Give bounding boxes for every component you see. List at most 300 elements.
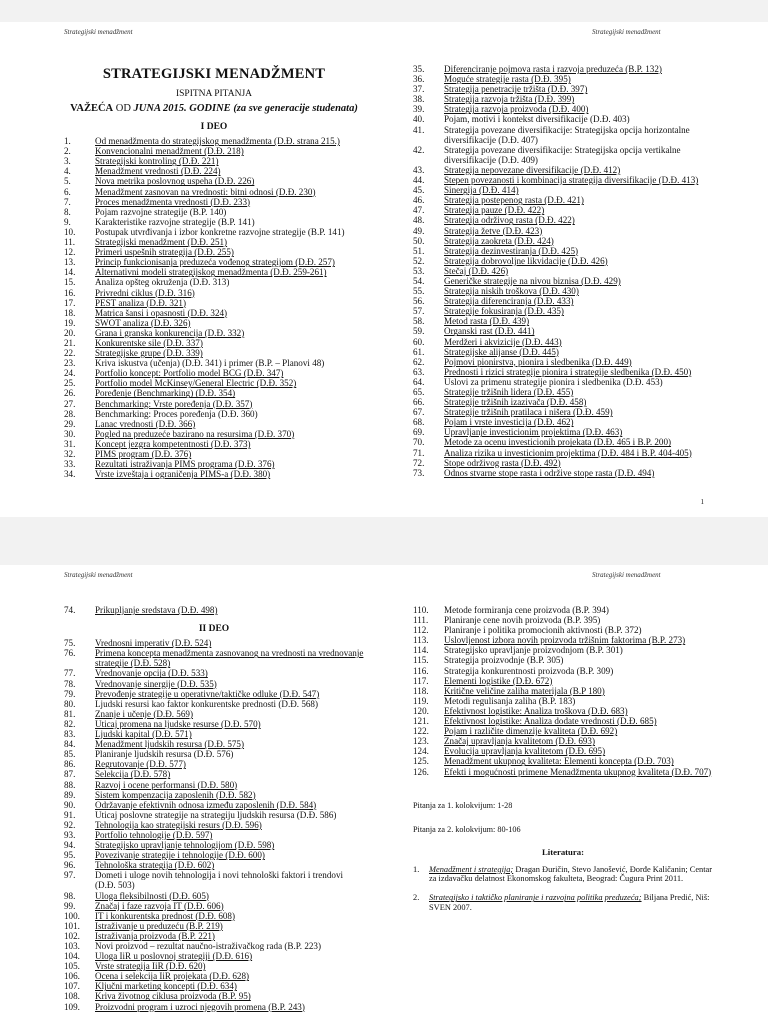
list-item: [64, 991, 364, 1001]
item-text: Uslovi za primenu strategije pionira i sledbenika (D.Đ. 453): [444, 376, 663, 387]
item-text: Vrednovanje sinergije (D.Đ. 535): [95, 678, 217, 689]
item-text: Proizvodni program i uzroci njegovih promena (B.P. 243): [95, 1001, 305, 1012]
list-item: [413, 686, 713, 696]
item-text: Strategija diferenciranja (D.Đ. 433): [444, 296, 574, 307]
list-item: [64, 971, 364, 981]
list-item: [64, 419, 364, 429]
list-item: [64, 207, 364, 217]
item-number: 23.: [64, 358, 76, 369]
item-number: 44.: [413, 175, 425, 186]
item-text: Menadžment zasnovan na vrednosti: bitni odnosi (D.Đ. 230): [95, 186, 316, 197]
literature-text: [429, 865, 713, 885]
list-item: [64, 348, 364, 358]
item-number: 97.: [64, 870, 76, 881]
item-text: Vrste strategija IiR (D.Đ. 620): [95, 961, 206, 972]
item-text: Od menadžmenta do strategijskog menadžmenta (D.Đ. strana 215.): [95, 136, 340, 147]
item-text: Strategija žetve (D.Đ. 423): [444, 225, 543, 236]
item-number: 113.: [413, 635, 429, 646]
item-text: Menadžment ukupnog kvaliteta: Elementi koncepta (D.Đ. 703): [444, 756, 674, 767]
item-number: 26.: [64, 388, 76, 399]
item-text: Stope održivog rasta (D.Đ. 492): [444, 457, 561, 468]
list-item: [64, 790, 364, 800]
item-text: Primeri uspešnih strategija (D.Đ. 255): [95, 247, 234, 258]
item-text: Strategija dobrovoljne likvidacije (D.Đ. 426): [444, 255, 608, 266]
page-number: 1: [700, 498, 704, 506]
list-item: [64, 840, 364, 850]
item-text: Analiza opšteg okruženja (D.Đ. 313): [95, 277, 230, 288]
validity-line: [64, 102, 364, 116]
item-text: Upravljanje investicionim projektima (D.Đ. 463): [444, 427, 623, 438]
list-item: [413, 195, 713, 205]
item-number: 30.: [64, 428, 76, 439]
item-number: 91.: [64, 809, 76, 820]
item-number: 112.: [413, 625, 429, 636]
list-item: [64, 378, 364, 388]
list-item: [413, 296, 713, 306]
item-text: Postupak utvrđivanja i izbor konkretne razvojne strategije (B.P. 141): [95, 226, 345, 237]
list-item: [413, 276, 713, 286]
item-text: Menadžment vrednosti (D.Đ. 224): [95, 166, 221, 177]
item-number: 10.: [64, 226, 76, 237]
list-item: [413, 215, 713, 225]
item-number: 48.: [413, 215, 425, 226]
item-text: Ljudski resursi kao faktor konkurentske prednosti (D.Đ. 568): [95, 698, 319, 709]
list-item: [64, 901, 364, 911]
item-text: Metode za ocenu investicionih projekata (D.Đ. 465 i B.P. 200): [444, 437, 672, 448]
list-item: [413, 645, 713, 655]
item-text: Pojam i različite dimenzije kvaliteta (D.Đ. 692): [444, 726, 618, 737]
valid-prefix: VAŽEĆA: [70, 103, 114, 114]
item-number: 8.: [64, 206, 71, 217]
item-number: 6.: [64, 186, 71, 197]
item-number: 37.: [413, 84, 425, 95]
item-text: Prikupljanje sredstava (D.Đ. 498): [95, 605, 218, 615]
item-number: 59.: [413, 326, 425, 337]
item-number: 125.: [413, 756, 429, 767]
list-item: [413, 205, 713, 215]
literature-number: 2.: [413, 893, 420, 903]
item-text: Menadžment ljudskih resursa (D.Đ. 575): [95, 739, 245, 750]
list-item: [413, 387, 713, 397]
item-text: Razvoj i ocene performansi (D.Đ. 580): [95, 779, 238, 790]
item-text: Ljudski kapital (D.Đ. 571): [95, 729, 192, 740]
item-number: 107.: [64, 981, 80, 992]
item-number: 78.: [64, 678, 76, 689]
item-number: 29.: [64, 418, 76, 429]
item-number: 102.: [64, 930, 80, 941]
item-text: Metode formiranja cene proizvoda (B.P. 394): [444, 605, 609, 615]
page1-left-column: [64, 66, 364, 479]
list-item: [413, 236, 713, 246]
document-subtitle: ISPITNA PITANJA: [175, 89, 253, 99]
item-number: 89.: [64, 789, 76, 800]
question-list-110-126: [413, 605, 713, 777]
item-number: 12.: [64, 247, 76, 258]
item-number: 100.: [64, 910, 80, 921]
item-text: Alternativni modeli strategijskog menadžmenta (D.Đ. 259-261): [95, 267, 327, 278]
item-number: 54.: [413, 275, 425, 286]
running-header-right: Strategijski menadžment: [592, 28, 661, 36]
item-text: Princip funkcionisanja preduzeća vođenog strategijom (D.Đ. 257): [95, 257, 335, 268]
item-text: Strategija dezinvestiranja (D.Đ. 425): [444, 245, 579, 256]
list-item: [413, 756, 713, 766]
item-text: Efektivnost logistike: Analiza dodate vrednosti (D.Đ. 685): [444, 716, 657, 727]
item-text: Strategija konkurentnosti proizvoda (B.P. 309): [444, 665, 614, 676]
item-text: Pojam, motivi i kontekst diversifikacije (D.Đ. 403): [444, 114, 630, 125]
list-item: [64, 638, 364, 648]
list-item: [413, 605, 713, 615]
item-number: 95.: [64, 850, 76, 861]
item-text: Strategija zaokreta (D.Đ. 424): [444, 235, 554, 246]
list-item: [413, 655, 713, 665]
item-number: 28.: [64, 408, 76, 419]
list-item: [64, 870, 364, 890]
item-text: Benchmarking: Vrste poređenja (D.Đ. 357): [95, 398, 253, 409]
item-text: Tehnologija kao strategijski resurs (D.Đ. 596): [95, 819, 262, 830]
item-number: 94.: [64, 840, 76, 851]
list-item: [413, 175, 713, 185]
item-text: Istraživanja proizvoda (B.P. 221): [95, 930, 215, 941]
item-text: Planiranje ljudskih resursa (D.Đ. 576): [95, 749, 234, 760]
item-number: 1.: [64, 136, 71, 147]
item-text: Benchmarking: Proces poređenja (D.Đ. 360): [95, 408, 258, 419]
list-item: [413, 266, 713, 276]
item-number: 109.: [64, 1001, 80, 1012]
list-item: [413, 246, 713, 256]
item-text: Grana i granska konkurencija (D.Đ. 332): [95, 327, 245, 338]
literature-text: [429, 893, 713, 913]
list-item: [64, 820, 364, 830]
item-text: Evolucija upravljanja kvalitetom (D.Đ. 695): [444, 746, 606, 757]
item-text: Strategija proizvodnje (B.P. 305): [444, 655, 564, 666]
list-item: [64, 459, 364, 469]
item-text: Strategija razvoja tržišta (D.Đ. 399): [444, 94, 575, 105]
list-item: [413, 458, 713, 468]
list-item: [413, 706, 713, 716]
item-number: 31.: [64, 438, 76, 449]
item-text: Strategijske grupe (D.Đ. 339): [95, 348, 203, 359]
item-number: 71.: [413, 447, 425, 458]
item-number: 56.: [413, 296, 425, 307]
item-number: 62.: [413, 356, 425, 367]
item-text: Elementi logistike (D.Đ. 672): [444, 675, 553, 686]
list-item: [64, 891, 364, 901]
item-number: 122.: [413, 726, 429, 737]
item-text: Dometi i uloge novih tehnologija i novi tehnološki faktori i trendovi (D.Đ. 503): [95, 870, 344, 891]
item-number: 63.: [413, 366, 425, 377]
list-item: [64, 176, 364, 186]
item-text: SWOT analiza (D.Đ. 326): [95, 317, 191, 328]
list-item: [64, 800, 364, 810]
item-text: PIMS program (D.Đ. 376): [95, 449, 192, 459]
list-item: [64, 227, 364, 237]
list-item: [64, 810, 364, 820]
item-text: Efekti i mogućnosti primene Menadžmenta ukupnog kvaliteta (D.Đ. 707): [444, 766, 712, 777]
list-item: [64, 729, 364, 739]
item-text: Strategija pauze (D.Đ. 422): [444, 205, 545, 216]
item-number: 103.: [64, 941, 80, 951]
item-number: 20.: [64, 327, 76, 338]
item-number: 114.: [413, 645, 429, 656]
item-text: Kriva iskustva (učenja) (D.Đ. 341) i primer (B.P. – Planovi 48): [95, 358, 325, 369]
item-text: Konvencionalni menadžment (D.Đ. 218): [95, 146, 244, 157]
list-item: [413, 716, 713, 726]
item-text: Uticaj promena na ljudske resurse (D.Đ. 570): [95, 718, 261, 729]
item-number: 67.: [413, 407, 425, 418]
item-text: Sinergija (D.Đ. 414): [444, 185, 519, 196]
item-text: Značaj i faze razvoja IT (D.Đ. 606): [95, 900, 224, 911]
item-number: 101.: [64, 920, 80, 931]
item-text: Strategije fokusiranja (D.Đ. 435): [444, 306, 564, 317]
item-text: Efektivnost logistike: Analiza troškova (D.Đ. 683): [444, 705, 628, 716]
list-item: [64, 156, 364, 166]
item-text: Portfolio model McKinsey/General Electric (D.Đ. 352): [95, 378, 297, 389]
list-item: [64, 136, 364, 146]
item-number: 118.: [413, 685, 429, 696]
item-text: Portfolio tehnologije (D.Đ. 597): [95, 829, 213, 840]
item-number: 16.: [64, 287, 76, 298]
list-item: [64, 759, 364, 769]
item-text: Strategija nepovezane diversifikacije (D.Đ. 412): [444, 164, 621, 175]
item-number: 84.: [64, 739, 76, 750]
list-item: [64, 951, 364, 961]
list-item: [413, 746, 713, 756]
list-item: [64, 429, 364, 439]
item-text: Rezultati istraživanja PIMS programa (D.Đ. 376): [95, 459, 275, 470]
item-number: 32.: [64, 449, 76, 459]
list-item: [64, 318, 364, 328]
list-item: [64, 328, 364, 338]
item-number: 40.: [413, 114, 425, 125]
item-text: Strategija održivog rasta (D.Đ. 422): [444, 215, 575, 226]
running-header-left: Strategijski menadžment: [64, 28, 133, 36]
item-text: Strategija povezane diversifikacije: Strategijska opcija horizontalne diversifikacije (D.Đ. 407): [444, 124, 690, 145]
list-item: [64, 469, 364, 479]
kolokvijum-1-note: Pitanja za 1. kolokvijum: 1-28: [413, 800, 513, 810]
item-text: Prednosti i rizici strategije pionira i strategije sledbenika (D.Đ. 450): [444, 366, 692, 377]
literature-details: Dragan Đuričin, Stevo Janošević, Đorđe Kaličanin; Centar za izdavačku delatnost Ekonomskog fakulteta, Beograd: Čugura Print 2011.: [429, 864, 713, 884]
list-item: [413, 666, 713, 676]
item-number: 98.: [64, 890, 76, 901]
list-item: [64, 911, 364, 921]
list-item: [64, 689, 364, 699]
item-text: Selekcija (D.Đ. 578): [95, 769, 171, 780]
item-number: 96.: [64, 860, 76, 871]
item-number: 14.: [64, 267, 76, 278]
item-number: 52.: [413, 255, 425, 266]
list-item: [413, 337, 713, 347]
list-item: [64, 277, 364, 287]
item-number: 121.: [413, 716, 429, 727]
list-item: [64, 308, 364, 318]
list-item: [64, 679, 364, 689]
list-item: [64, 931, 364, 941]
item-number: 79.: [64, 688, 76, 699]
item-number: 15.: [64, 277, 76, 288]
item-text: Vrednovanje opcija (D.Đ. 533): [95, 668, 208, 679]
item-text: Strategijski kontroling (D.Đ. 221): [95, 156, 219, 167]
list-item: [64, 368, 364, 378]
item-text: Planiranje cene novih proizvoda (B.P. 395): [444, 615, 601, 626]
item-number: 74.: [64, 605, 76, 615]
page2-left-column: [64, 605, 364, 1012]
question-list-1-34: [64, 136, 364, 479]
item-text: Pojmovi pionirstva, pionira i sledbenika (D.Đ. 449): [444, 356, 632, 367]
list-item: [64, 197, 364, 207]
item-number: 76.: [64, 648, 76, 659]
item-text: Organski rast (D.Đ. 441): [444, 326, 535, 337]
list-item: [64, 449, 364, 459]
item-text: Privredni ciklus (D.Đ. 316): [95, 287, 195, 298]
item-number: 45.: [413, 185, 425, 196]
item-text: Diferenciranje pojmova rasta i razvoja preduzeća (B.P. 132): [444, 64, 662, 74]
item-number: 41.: [413, 124, 425, 135]
list-item: [64, 850, 364, 860]
item-number: 126.: [413, 766, 429, 777]
item-text: PEST analiza (D.Đ. 321): [95, 297, 187, 308]
item-number: 33.: [64, 459, 76, 470]
item-text: Konkurentske sile (D.Đ. 337): [95, 337, 203, 348]
item-number: 39.: [413, 104, 425, 115]
item-text: Strategijske alijanse (D.Đ. 445): [444, 346, 559, 357]
list-item: [64, 668, 364, 678]
valid-suffix: (za sve generacije studenata): [233, 103, 358, 114]
list-item: [64, 217, 364, 227]
section-heading-1: I DEO: [200, 122, 228, 132]
item-text: Strategijski menadžment (D.Đ. 251): [95, 237, 228, 248]
item-number: 13.: [64, 257, 76, 268]
list-item: [64, 247, 364, 257]
item-number: 123.: [413, 736, 429, 747]
document-page-2: [0, 565, 768, 1024]
running-header-right-2: Strategijski menadžment: [592, 571, 661, 579]
item-number: 5.: [64, 176, 71, 187]
list-item: [413, 696, 713, 706]
item-text: Ocena i selekcija IiR projekata (D.Đ. 628): [95, 971, 250, 982]
item-text: Strategija povezane diversifikacije: Strategijska opcija vertikalne diversifikacije (D.Đ. 409): [444, 144, 681, 165]
item-number: 55.: [413, 286, 425, 297]
item-number: 21.: [64, 337, 76, 348]
item-number: 111.: [413, 615, 429, 626]
list-item: [64, 409, 364, 419]
list-item: [64, 981, 364, 991]
item-text: Strategijsko upravljanje proizvodnjom (B.P. 301): [444, 645, 623, 656]
item-number: 83.: [64, 729, 76, 740]
item-number: 80.: [64, 698, 76, 709]
section-heading-2: II DEO: [198, 624, 230, 635]
item-text: Prevođenje strategije u operativne/taktičke odluke (D.Đ. 547): [95, 688, 320, 699]
list-item: [413, 145, 713, 165]
list-item: [413, 377, 713, 387]
item-number: 115.: [413, 655, 429, 666]
item-number: 90.: [64, 799, 76, 810]
question-list-75-109: [64, 638, 364, 1011]
list-item: [413, 468, 713, 478]
item-text: Strategija razvoja proizvoda (D.Đ. 400): [444, 104, 589, 115]
item-text: Merdžeri i akvizicije (D.Đ. 443): [444, 336, 562, 347]
list-item: [413, 165, 713, 175]
item-number: 49.: [413, 225, 425, 236]
item-text: Strategije tržišnih izazivača (D.Đ. 458): [444, 397, 587, 408]
item-text: Uslovljenost izbora novih proizvoda tržišnim faktorima (B.P. 273): [444, 635, 686, 646]
item-number: 27.: [64, 398, 76, 409]
item-number: 9.: [64, 216, 71, 227]
item-text: Karakteristike razvojne strategije (B.P. 141): [95, 216, 255, 227]
list-item: [413, 74, 713, 84]
list-item: [413, 347, 713, 357]
list-item: [64, 780, 364, 790]
item-number: 105.: [64, 961, 80, 972]
list-item: [413, 397, 713, 407]
list-item: [64, 399, 364, 409]
item-number: 36.: [413, 74, 425, 85]
item-text: Regrutovanje (D.Đ. 577): [95, 759, 186, 770]
item-text: Kritične veličine zaliha materijala (B.P 180): [444, 685, 605, 696]
item-text: Analiza rizika u investicionim projektima (D.Đ. 484 i B.P. 404-405): [444, 447, 692, 458]
list-item: [413, 357, 713, 367]
list-item: [64, 830, 364, 840]
list-item: [64, 605, 364, 615]
item-number: 92.: [64, 819, 76, 830]
question-list-35-73: [413, 64, 713, 478]
item-number: 64.: [413, 376, 425, 387]
list-item: [64, 699, 364, 709]
item-text: Održavanje efektivnih odnosa između zaposlenih (D.Đ. 584): [95, 799, 317, 810]
item-text: Proces menadžmenta vrednosti (D.Đ. 233): [95, 196, 251, 207]
item-text: Strategija niskih troškova (D.Đ. 430): [444, 286, 579, 297]
item-text: Pojam razvojne strategije (B.P. 140): [95, 206, 227, 217]
list-item: [413, 407, 713, 417]
item-number: 38.: [413, 94, 425, 105]
item-number: 47.: [413, 205, 425, 216]
list-item: [64, 187, 364, 197]
item-number: 106.: [64, 971, 80, 982]
item-text: Strategije tržišnih pratilaca i nišera (D.Đ. 459): [444, 407, 613, 418]
item-text: Uticaj poslovne strategije na strategiju ljudskih resursa (D.Đ. 586): [95, 809, 337, 820]
list-item: [413, 256, 713, 266]
list-item: [413, 185, 713, 195]
item-text: Nova metrika poslovnog uspeha (D.Đ. 226): [95, 176, 255, 187]
list-item: [64, 257, 364, 267]
page2-right-column: [413, 605, 713, 922]
list-item: [64, 709, 364, 719]
item-number: 72.: [413, 457, 425, 468]
item-number: 116.: [413, 665, 429, 676]
item-text: Kriva životnog ciklusa proizvoda (B.P. 95): [95, 991, 251, 1002]
item-number: 34.: [64, 469, 76, 480]
list-item: [64, 338, 364, 348]
item-text: Značaj upravljanja kvalitetom (D.Đ. 693): [444, 736, 596, 747]
item-text: Istraživanje u preduzeću (B.P. 219): [95, 920, 223, 931]
item-text: Lanac vrednosti (D.Đ. 366): [95, 418, 196, 429]
item-number: 46.: [413, 195, 425, 206]
list-item: [413, 437, 713, 447]
item-text: Strategijsko upravljanje tehnologijom (D.Đ. 598): [95, 840, 275, 851]
item-number: 57.: [413, 306, 425, 317]
question-list-74: [64, 605, 364, 615]
item-number: 75.: [64, 638, 76, 649]
list-item: [64, 719, 364, 729]
item-number: 104.: [64, 951, 80, 962]
item-number: 58.: [413, 316, 425, 327]
literature-heading: Literatura:: [542, 846, 584, 857]
item-number: 3.: [64, 156, 71, 167]
list-item: [64, 439, 364, 449]
list-item: [413, 104, 713, 114]
item-number: 86.: [64, 759, 76, 770]
item-text: Sistem kompenzacija zaposlenih (D.Đ. 582): [95, 789, 256, 800]
list-item: [413, 316, 713, 326]
